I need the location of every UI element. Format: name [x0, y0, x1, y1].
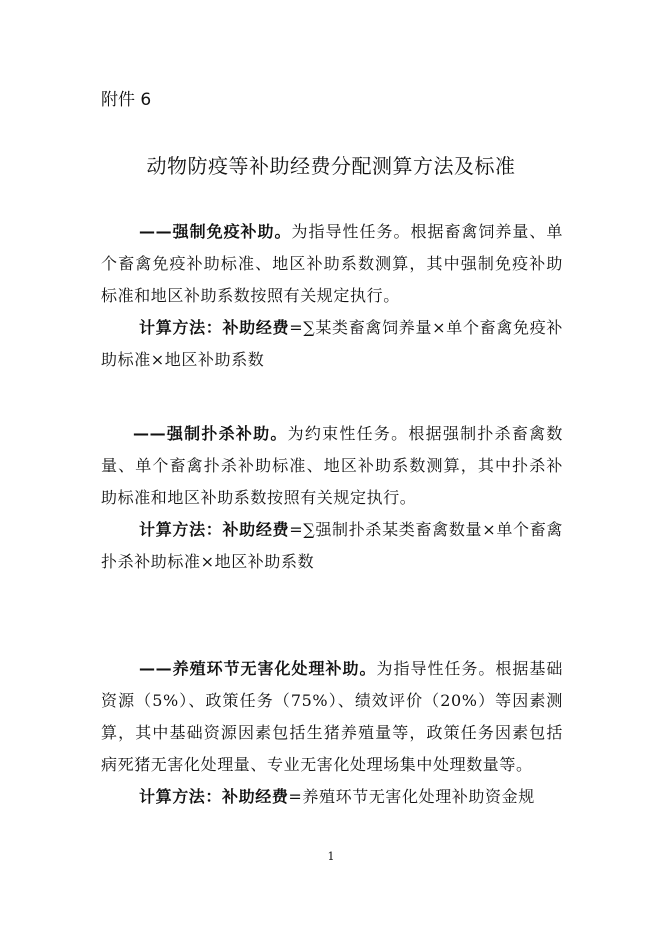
- section-paragraph: [101, 418, 563, 514]
- section-compulsory-culling: [101, 418, 563, 578]
- section-description: 为指导性任务。根据畜禽饲养量、单个畜禽免疫补助标准、地区补助系数测算，其中强制免疫补助标准和地区补助系数按照有关规定执行。: [101, 222, 563, 305]
- formula-label: 补助经费: [222, 318, 290, 337]
- formula-text: =∑强制扑杀某类畜禽数量×单个畜禽扑杀补助标准×地区补助系数: [101, 520, 563, 571]
- section-heading: ——强制扑杀补助。: [133, 424, 288, 443]
- method-label: 计算方法：: [139, 318, 223, 337]
- attachment-label: 附件 6: [101, 90, 152, 110]
- formula-text: =养殖环节无害化处理补助资金规: [288, 787, 535, 806]
- section-description: 为约束性任务。根据强制扑杀畜禽数量、单个畜禽扑杀补助标准、地区补助系数测算，其中扑杀补助标准和地区补助系数按照有关规定执行。: [101, 424, 563, 507]
- section-compulsory-immunization: [101, 216, 563, 376]
- formula-label: 补助经费: [222, 520, 290, 539]
- document-title: 动物防疫等补助经费分配测算方法及标准: [146, 154, 516, 178]
- section-description: 为指导性任务。根据基础资源（5%）、政策任务（75%）、绩效评价（20%）等因素测算，其中基础资源因素包括生猪养殖量等，政策任务因素包括病死猪无害化处理量、专业无害化处理场集中处理数量等。: [101, 659, 563, 774]
- method-label: 计算方法：: [139, 787, 223, 806]
- method-label: 计算方法：: [139, 520, 223, 539]
- formula-text: =∑某类畜禽饲养量×单个畜禽免疫补助标准×地区补助系数: [101, 318, 563, 369]
- calculation-method: [101, 312, 563, 376]
- section-heading: ——强制免疫补助。: [139, 222, 292, 241]
- section-heading: ——养殖环节无害化处理补助。: [139, 659, 377, 678]
- calculation-method: [101, 514, 563, 578]
- section-paragraph: [101, 653, 563, 781]
- section-harmless-treatment: [101, 653, 563, 813]
- section-paragraph: [101, 216, 563, 312]
- page-number: 1: [327, 850, 335, 863]
- formula-label: 补助经费: [222, 787, 289, 806]
- calculation-method: [101, 781, 563, 813]
